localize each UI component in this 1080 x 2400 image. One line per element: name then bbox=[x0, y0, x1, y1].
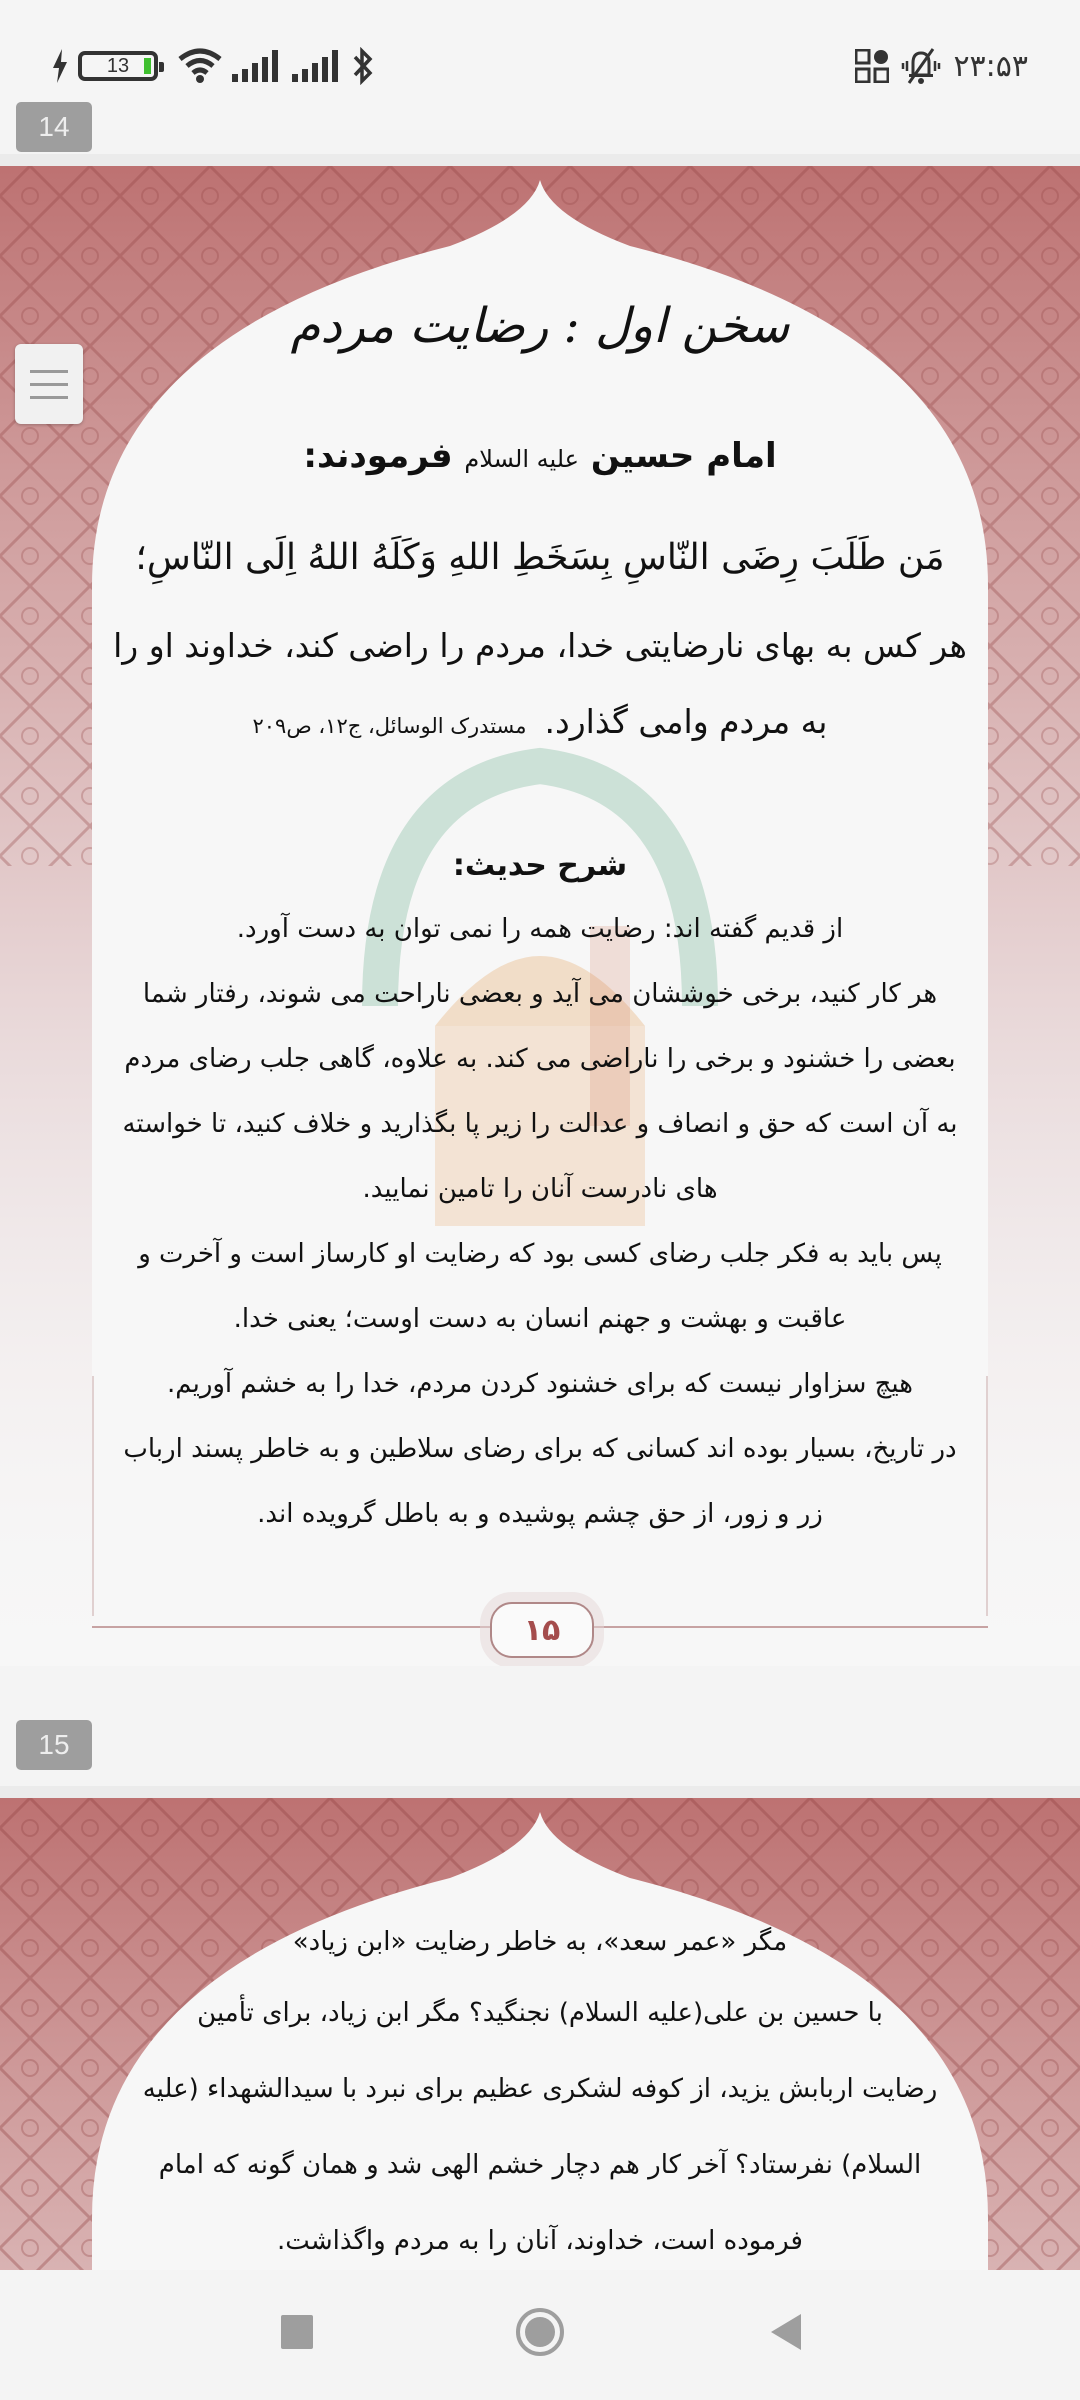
hadith-source: مستدرک الوسائل، ج۱۲، ص۲۰۹ bbox=[252, 714, 527, 738]
page-separator bbox=[0, 154, 1080, 166]
status-left bbox=[52, 46, 374, 86]
body-line: بعضی را خشنود و برخی را ناراضی می کند. به علاوه، گاهی جلب رضای مردم bbox=[124, 1044, 956, 1074]
book-page-16[interactable] bbox=[0, 1798, 1080, 2270]
hamburger-menu-icon-line bbox=[30, 396, 68, 399]
chapter-title: سخن اول : رضایت مردم bbox=[290, 298, 790, 354]
page-separator bbox=[0, 1786, 1080, 1798]
body-line: از قدیم گفته اند: رضایت همه را نمی توان به دست آورد. bbox=[236, 914, 844, 944]
arabic-hadith: مَن طَلَبَ رِضَی النّاسِ بِسَخَطِ اللهِ وَکَلَهُ اللهُ اِلَی النّاسِ؛ bbox=[135, 537, 945, 578]
page-frame-left bbox=[92, 1376, 94, 1616]
battery-fill bbox=[144, 58, 151, 74]
book-page-15[interactable] bbox=[0, 166, 1080, 1666]
body-line: عاقبت و بهشت و جهنم انسان به دست اوست؛ یعنی خدا. bbox=[233, 1304, 847, 1334]
page-frame-right bbox=[986, 1376, 988, 1616]
hamburger-menu-icon-line bbox=[30, 383, 68, 386]
body-line: هیچ سزاوار نیست که برای خشنود کردن مردم، خدا را به خشم آوریم. bbox=[167, 1369, 913, 1399]
signal-icon bbox=[232, 50, 282, 82]
reader-menu-button[interactable] bbox=[15, 344, 83, 424]
body-line: های نادرست آنان را تامین نمایید. bbox=[362, 1174, 718, 1204]
imam-name: امام حسین bbox=[590, 436, 777, 476]
status-bar bbox=[0, 0, 1080, 130]
body-line: زر و زور، از حق چشم پوشیده و به باطل گرویده اند. bbox=[257, 1499, 823, 1529]
page-number-ornament: ۱۵ bbox=[490, 1602, 594, 1658]
recent-apps-button[interactable] bbox=[281, 2315, 313, 2349]
body-line: با حسین بن علی(علیه السلام) نجنگید؟ مگر ابن زیاد، برای تأمین bbox=[197, 1998, 883, 2028]
bluetooth-icon bbox=[352, 47, 374, 85]
body-line: در تاریخ، بسیار بوده اند کسانی که برای رضای سلاطین و به خاطر پسند ارباب bbox=[123, 1434, 957, 1464]
translation-line-2: به مردم وامی گذارد. bbox=[544, 702, 828, 741]
translation-line: هر کس به بهای نارضایتی خدا، مردم را راضی کند، خداوند او را bbox=[113, 626, 967, 665]
app-grid-icon bbox=[855, 49, 889, 83]
clock: ۲۳:۵۳ bbox=[953, 48, 1028, 84]
hamburger-menu-icon-line bbox=[30, 370, 68, 373]
status-right bbox=[855, 46, 1028, 86]
commentary-body bbox=[80, 897, 1000, 1547]
battery-nub bbox=[159, 62, 164, 72]
imam-quote-heading bbox=[90, 426, 990, 486]
navigation-bar bbox=[0, 2270, 1080, 2400]
battery-level: 13 bbox=[106, 54, 130, 77]
body-line: رضایت اربابش یزید، از کوفه لشکری عظیم برای نبرد با سیدالشهداء (علیه bbox=[142, 2074, 938, 2104]
battery-icon bbox=[78, 51, 158, 81]
page-badge-14: 14 bbox=[16, 102, 92, 152]
body-line: مگر «عمر سعد»، به خاطر رضایت «ابن زیاد» bbox=[292, 1927, 788, 1957]
charging-icon bbox=[52, 49, 68, 83]
vibrate-off-icon bbox=[901, 47, 941, 85]
body-line: به آن است که حق و انصاف و عدالت را زیر پا بگذارید و خلاف کنید، تا خواسته bbox=[122, 1109, 958, 1139]
signal-icon bbox=[292, 50, 342, 82]
home-button[interactable] bbox=[516, 2308, 564, 2356]
body-line: هر کار کنید، برخی خوششان می آید و بعضی ناراحت می شوند، رفتار شما bbox=[142, 979, 938, 1009]
page-badge-15: 15 bbox=[16, 1720, 92, 1770]
back-button[interactable] bbox=[771, 2314, 801, 2350]
wifi-icon bbox=[178, 47, 222, 85]
body-line: پس باید به فکر جلب رضای کسی بود که رضایت او کارساز است و آخرت و bbox=[138, 1239, 942, 1269]
translation-line bbox=[90, 682, 990, 762]
body-line: السلام) نفرستاد؟ آخر کار هم دچار خشم الهی شد و همان گونه که امام bbox=[158, 2150, 922, 2180]
imam-said: فرمودند: bbox=[303, 436, 453, 476]
sharh-heading: شرح حدیث: bbox=[452, 848, 628, 883]
commentary-body bbox=[80, 1910, 1000, 2270]
body-line: فرموده است، خداوند، آنان را به مردم واگذاشت. bbox=[277, 2226, 803, 2256]
imam-honorific: علیه السلام bbox=[464, 445, 579, 473]
